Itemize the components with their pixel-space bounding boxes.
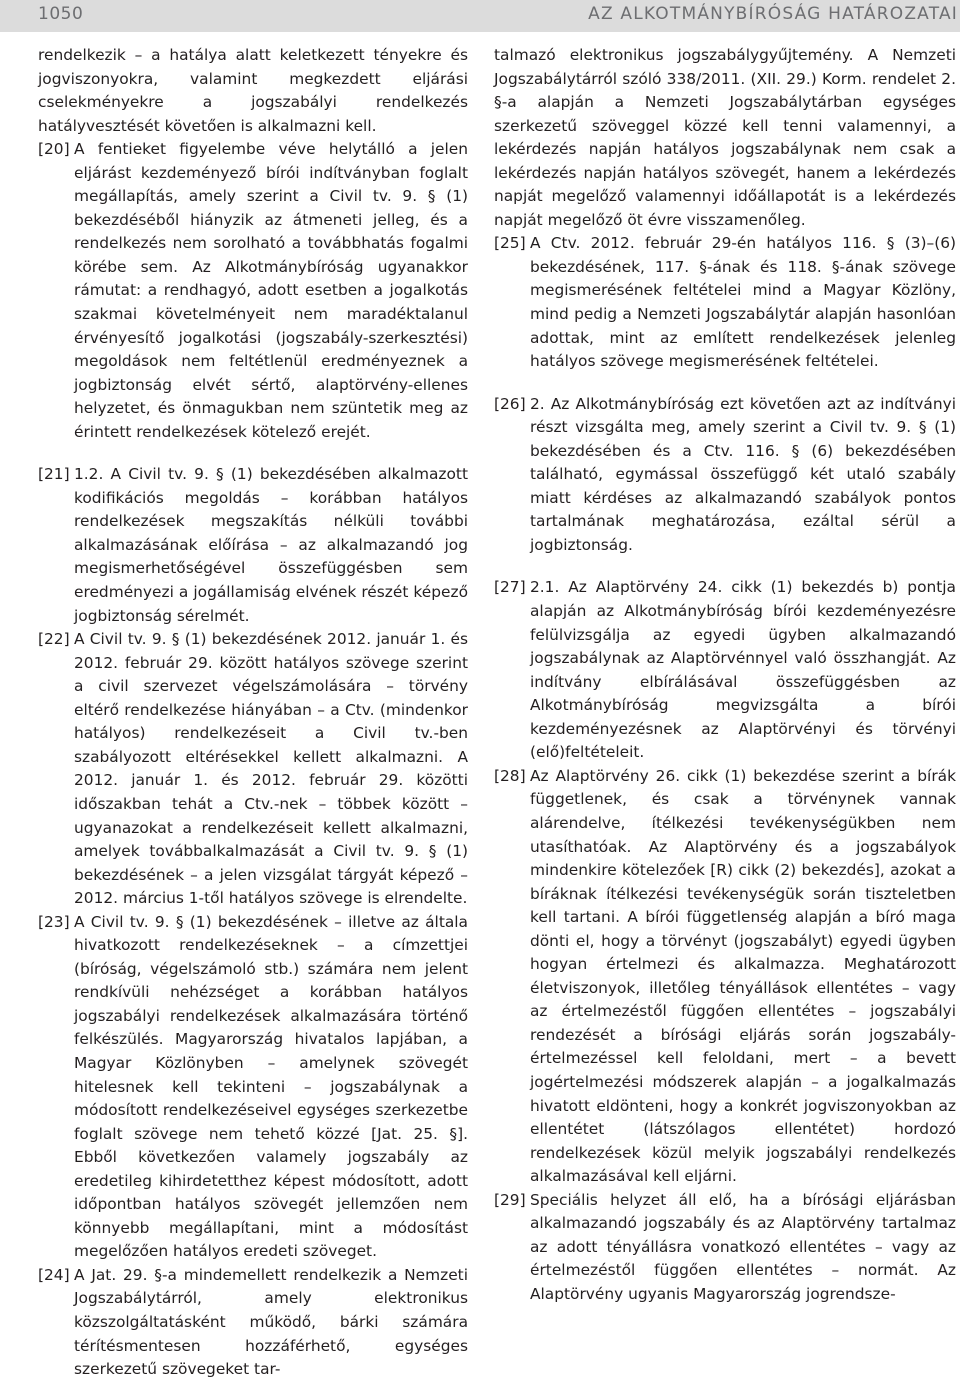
paragraph-text: A fentieket figyelembe véve helytálló a jelen eljárást kezdeményező bírói indítványban foglalt megállapítás, amely szerint a Civil tv. 9. § (1) bekezdéséből hiányzik az átmeneti jelleg, és a rendelkezés nem sorolható a továbbhatás fogalmi körébe sem. Az Alkotmánybíróság ugyanakkor rámutat: a rendhagyó, adott esetben a jogalkotás szakmai követelményeit nem maradéktalanul érvényesítő jogalkotási (jogszabály-szerkesztési) megoldások nem feltétlenül eredményeznek a jogbiztonság elvét sértő, alaptörvény-ellenes helyzetet, és önmagukban nem szüntetik meg az érintett rendelkezések kötelező erejét. [74,140,468,441]
continuation-paragraph: rendelkezik – a hatálya alatt keletkezett tényekre és jogviszonyokra, valamint megkezdett eljárási cselekményekre a jogszabályi rendelkezés hatályvesztését követően is alkalmazni kell. [38,46,468,135]
paragraph-text: A Jat. 29. §-a mindemellett rendelkezik a Nemzeti Jogszabálytárról, amely elektronikus közszolgáltatásként működő, bárki számára térítésmentesen hozzáférhető, egységes szerkezetű szövegeket tar- [74,1265,468,1379]
paragraph-number: [29] [494,1190,526,1209]
paragraph-23 [38,911,468,1264]
paragraph-number: [20] [38,140,70,159]
paragraph-number: [28] [494,766,526,785]
continuation-paragraph: talmazó elektronikus jogszabálygyűjtemény. A Nemzeti Jogszabálytárról szóló 338/2011. (XII. 29.) Korm. rendelet 2. §-a alapján a Nemzeti Jogszabálytárban egységes szerkezetű szöveggel közzé kell tenni valamennyi, a lekérdezés napján hatályos jogszabálynak nem csak a lekérdezés napján hatályos szövegét, hanem a lekérdezés napját megelőző valamennyi időállapotát is a lekérdezés napját megelőző öt évre visszamenőleg. [494,46,956,229]
paragraph-text: A Civil tv. 9. § (1) bekezdésének 2012. január 1. és 2012. február 29. között hatályos szövege szerint a civil szervezet végelszámolására – törvény eltérő rendelkezése hiányában – a Ctv. (mindenkor hatályos) rendelkezéseit a Civil tv.-ben szabályozott eltérésekkel kellett alkalmazni. A 2012. január 1. és 2012. február 29. közötti időszakban tehát a Ctv.-nek – többek között – ugyanazokat a rendelkezéseit kellett alkalmazni, amelyek továbbalkalmazását a Civil tv. 9. § (1) bekezdésének – a jelen vizsgálat tárgyát képező – 2012. március 1-től hatályos szövege is elrendelte. [74,630,468,908]
paragraph-21 [38,463,468,628]
page-number: 1050 [38,4,84,24]
right-column [494,44,956,1306]
paragraph-number: [23] [38,912,70,931]
paragraph-text: 1.2. A Civil tv. 9. § (1) bekezdésében alkalmazott kodifikációs megoldás – korábban hatályos rendelkezések megszakítás nélküli további alkalmazásának előírása – az alkalmazandó jog megismerhetőségével összefüggésben sem eredményezi a jogállamiság elvének részét képező jogbiztonság sérelmét. [74,465,468,625]
paragraph-22 [38,628,468,911]
paragraph-number: [27] [494,578,526,597]
paragraph-text: A Ctv. 2012. február 29-én hatályos 116. § (3)–(6) bekezdésének, 117. §-ának és 118. §-ának szövege megismerésének feltételei mind a Magyar Közlöny, mind pedig a Nemzeti Jogszabálytár alapján hasonlóan adottak, mint az említett rendelkezések jelenleg hatályos szövege megismerésének feltételei. [530,234,956,371]
paragraph-text: 2.1. Az Alaptörvény 24. cikk (1) bekezdés b) pontja alapján az Alkotmánybíróság bírói kezdeményezésre felülvizsgálja az egyedi ügyben alkalmazandó jogszabálynak az Alaptörvénnyel való összhangját. Az indítvány elbírálásával összefüggésben az Alkotmánybíróság megvizsgálta a bírói kezdeményezésnek az Alaptörvényi és törvényi (elő)feltételeit. [530,578,956,762]
paragraph-24 [38,1264,468,1382]
paragraph-number: [25] [494,234,526,253]
paragraph-27 [494,576,956,764]
page-header [0,0,960,32]
left-column [38,44,468,1382]
paragraph-20 [38,138,468,444]
paragraph-number: [26] [494,394,526,413]
paragraph-29 [494,1189,956,1307]
paragraph-28 [494,765,956,1189]
paragraph-text: Speciális helyzet áll elő, ha a bírósági eljárásban alkalmazandó jogszabály és az Alaptörvény tartalmaz az adott tényállásra vonatkozó ellentétes – vagy az értelmezéstől függően ellentétes – normát. Az Alaptörvény ugyanis Magyarország jogrendsze- [530,1190,956,1303]
paragraph-25 [494,232,956,373]
paragraph-text: 2. Az Alkotmánybíróság ezt követően azt az indítványi részt vizsgálta meg, amely szerint a Civil tv. 9. § (1) bekezdésében és a Ctv. 116. § (6) bekezdésében található, egymással összefüggő két utaló szabály miatt kérdéses az alkalmazandó szabályok pontos tartalmának meghatározása, ezáltal sérül a jogbiztonság. [530,394,956,554]
paragraph-number: [21] [38,465,70,484]
paragraph-text: A Civil tv. 9. § (1) bekezdésének – illetve az általa hivatkozott rendelkezéseknek – a címzettjei (bíróság, végelszámoló stb.) számára nem jelent rendkívüli nehézséget a korábban hatályos jogszabályi rendelkezések alkalmazására történő felkészülés. Magyarország hivatalos lapjában, a Magyar Közlönyben – amelynek szövegét hitelesnek kell tekinteni – jogszabálynak a módosított rendelkezéseivel egységes szerkezetbe foglalt szövege nem tehető közzé [Jat. 25. §]. Ebből következően valamely jogszabály az eredetileg kihirdetetthez képest módosított, adott időpontban hatályos szövegét jellemzően nem könnyebb megállapítani, mint a módosítást megelőzően hatályos eredeti szöveget. [74,912,468,1261]
paragraph-number: [24] [38,1265,70,1284]
paragraph-26 [494,393,956,558]
running-title: AZ ALKOTMÁNYBÍRÓSÁG HATÁROZATAI [588,4,958,24]
paragraph-text: Az Alaptörvény 26. cikk (1) bekezdése szerint a bírák függetlenek, és csak a törvénynek vannak alárendelve, ítélkezési tevékenységükben nem utasíthatóak. Az Alaptörvény és a jogszabályok mindenkire kötelezőek [R) cikk (2) bekezdés], azokat a bíráknak ítélkezési tevékenységük során tiszteletben kell tartani. A bírói függetlenség alapján a bíró maga dönti el, hogy a törvényt (jogszabályt) egyedi ügyben hogyan értelmezi és alkalmazza. Meghatározott életviszonyok, illetőleg tényállások ellentétes – vagy az értelmezéstől függően ellentétes – jogszabályi rendezését a bírósági eljárás során jogszabály-értelmezéssel kell feloldani, mert – a bevett jogértelmezési módszerek alapján – a jogalkalmazás hivatott eldönteni, hogy a konkrét jogviszonyokban az ellentétet (látszólagos ellentétet) hordozó rendelkezések közül melyik jogszabályi rendelkezés alkalmazásával kell eljárni. [530,766,956,1186]
paragraph-number: [22] [38,630,70,649]
